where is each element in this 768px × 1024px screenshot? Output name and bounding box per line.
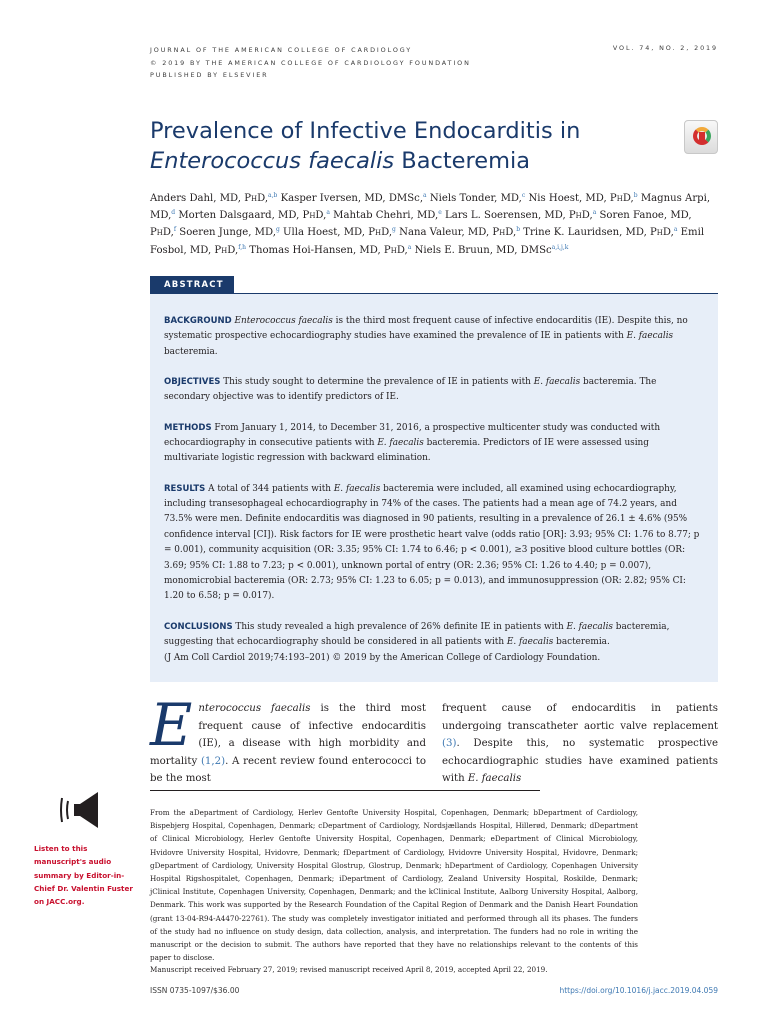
copyright-line: © 2019 BY THE AMERICAN COLLEGE OF CARDIOLOGY FOUNDATION [150,58,471,67]
author-name: Kasper Iversen, MD, DMSc,$^a$ [280,192,427,204]
volume-info: VOL. 74, NO. 2, 2019 [612,44,718,52]
author-name: Trine K. Lauridsen, MD, PhD,$^a$ [523,226,678,239]
title-species: Enterococcus faecalis [150,148,395,174]
abstract-objectives: OBJECTIVES This study sought to determine the prevalence of IE in patients with E. faecalis bacteremia. The secondary objective was to identify predictors of IE. [164,377,657,403]
body-column-2: frequent cause of endocarditis in patients undergoing transcatheter aortic valve replacement (3). Despite this, no systematic prospective echocardiographic studies have examined patients with E. faecalis [442,703,718,785]
background-label: BACKGROUND [164,316,232,326]
body-column-1: Enterococcus faecalis is the third most frequent cause of infective endocarditis (IE), a disease with high morbidity and mortality (1,2). A recent review found enterococci to be the most [150,691,427,785]
article-title [150,116,670,176]
speaker-icon[interactable] [60,790,110,830]
title-line1: Prevalence of Infective Endocarditis in [150,118,581,144]
journal-header [150,44,471,82]
issn: ISSN 0735-1097/$36.00 [150,986,240,995]
author-name: Niels Tonder, MD,$^c$ [429,192,526,204]
author-name: Mahtab Chehri, MD,$^e$ [333,209,442,222]
results-label: RESULTS [164,483,206,494]
affiliations-text: From the aDepartment of Cardiology, Herlev Gentofte University Hospital, Copenhagen, Denmark; bDepartment of Cardiology, Bispebjerg Hospital, Copenhagen, Denmark; cDepartment of Cardiology, Nordsjællands Hospital, Hillerød, Denmark; dDepartment of Clinical Microbiology, Herlev Gentofte University Hospital, Copenhagen, Denmark; eDepartment of Clinical Microbiology, Hvidovre University Hospital, Hvidovre, Denmark; fDepartment of Cardiology, Hvidovre University Hospital, Hvidovre, Denmark; gDepartment of Cardiology, University Hospital Glostrup, Glostrup, Denmark; hDepartment of Cardiology, Copenhagen University Hospital Rigshospitalet, Copenhagen, Denmark; iDepartment of Cardiology, Zealand University Hospital, Roskilde, Denmark; jClinical Institute, Copenhagen University, Copenhagen, Denmark; and the kClinical Institute, Aalborg University Hospital, Aalborg, Denmark. This work was supported by the Research Foundation of the Capital Region of Denmark and the Danish Heart Foundation (grant 13-04-R94-A4470-22761). The study was completely investigator initiated and performed through all its phases. The funders of the study had no influence on study design, data collection, analysis, and interpretation. The funders had no role in writing the manuscript or the decision to submit. The authors have reported that they have no relationships relevant to the contents of this paper to disclose. [150,808,638,963]
affiliations [150,806,638,964]
title-line2-rest: Bacteremia [394,148,531,174]
abstract-citation: (J Am Coll Cardiol 2019;74:193–201) © 2019 by the American College of Cardiology Foundation. [164,652,601,663]
abstract-conclusions: CONCLUSIONS This study revealed a high prevalence of 26% definite IE in patients with E. faecalis bacteremia, suggesting that echocardiography should be considered in all patients with E. faecalis bacteremia. (J Am Coll Cardiol 2019;74:193–201) © 2019 by the American College of Cardiology Foundation. [164,621,670,663]
author-list [150,190,720,259]
doi-link[interactable]: https://doi.org/10.1016/j.jacc.2019.04.059 [559,986,718,995]
author-name: Nana Valeur, MD, PhD,$^b$ [399,226,521,239]
author-name: Nis Hoest, MD, PhD,$^b$ [528,192,638,204]
methods-label: METHODS [164,422,212,433]
reference-link[interactable]: (1,2) [200,755,226,767]
author-name: Soeren Junge, MD,$^g$ [179,226,280,239]
conclusions-label: CONCLUSIONS [164,621,233,632]
author-name: Ulla Hoest, MD, PhD,$^g$ [283,226,396,239]
objectives-label: OBJECTIVES [164,377,221,388]
author-name: Emil Fosbol, MD, PhD,$^{f,h}$ [150,227,705,256]
publisher-line: PUBLISHED BY ELSEVIER [150,71,269,79]
crossmark-icon[interactable] [684,120,718,154]
author-name: Lars L. Soerensen, MD, PhD,$^a$ [445,209,597,222]
author-name: Thomas Hoi-Hansen, MD, PhD,$^a$ [249,243,412,256]
author-name: Niels E. Bruun, MD, DMSc$^{a,i,j,k}$ [414,243,569,256]
author-name: Morten Dalsgaard, MD, PhD,$^a$ [178,209,330,222]
abstract-results: RESULTS A total of 344 patients with E. faecalis bacteremia were included, all examined using echocardiography, including transesophageal echocardiography in 74% of the cases. The patients had a mean age of 74.2 years, and 73.5% were men. Definite endocarditis was diagnosed in 90 patients, resulting in a prevalence of 26.1 ± 4.6% (95% confidence interval [CI]). Risk factors for IE were prosthetic heart valve (odds ratio [OR]: 3.93; 95% CI: 1.76 to 8.77; p = 0.001), community acquisition (OR: 3.35; 95% CI: 1.74 to 6.46; p < 0.001), ≥3 positive blood culture bottles (OR: 3.69; 95% CI: 1.88 to 7.23; p < 0.001), unknown portal of entry (OR: 2.36; 95% CI: 1.26 to 4.40; p = 0.007), monomicrobial bacteremia (OR: 2.73; 95% CI: 1.23 to 6.05; p = 0.013), and immunosuppression (OR: 2.82; 95% CI: 1.20 to 6.58; p = 0.017). [164,483,700,602]
journal-name: JOURNAL OF THE AMERICAN COLLEGE OF CARDIOLOGY [150,46,413,54]
abstract-tab: ABSTRACT [150,276,234,294]
audio-summary-note[interactable]: Listen to this manuscript's audio summary by Editor-in-Chief Dr. Valentin Fuster on JACC.org. [34,844,133,907]
abstract-box [150,294,718,682]
abstract-background: BACKGROUND Enterococcus faecalis is the third most frequent cause of infective endocarditis (IE). Despite this, no systematic prospective echocardiography studies have examined the prevalence of IE in patients with E. faecalis bacteremia. [164,316,688,357]
author-name: Soren Fanoe, MD, PhD,$^f$ [150,210,692,239]
crossmark-bookmark [699,132,705,144]
reference-link[interactable]: (3) [442,738,457,750]
author-name: Magnus Arpi, MD,$^d$ [150,193,711,222]
drop-cap: E [150,691,193,759]
abstract-methods: METHODS From January 1, 2014, to December 31, 2016, a prospective multicenter study was conducted with echocardiography in consecutive patients with E. faecalis bacteremia. Predictors of IE were assessed using multivariate logistic regression with backward elimination. [164,422,661,464]
footnote-rule [150,790,540,791]
manuscript-dates: Manuscript received February 27, 2019; revised manuscript received April 8, 2019, accepted April 22, 2019. [150,965,548,974]
author-name: Anders Dahl, MD, PhD,$^{a,b}$ [150,192,278,204]
